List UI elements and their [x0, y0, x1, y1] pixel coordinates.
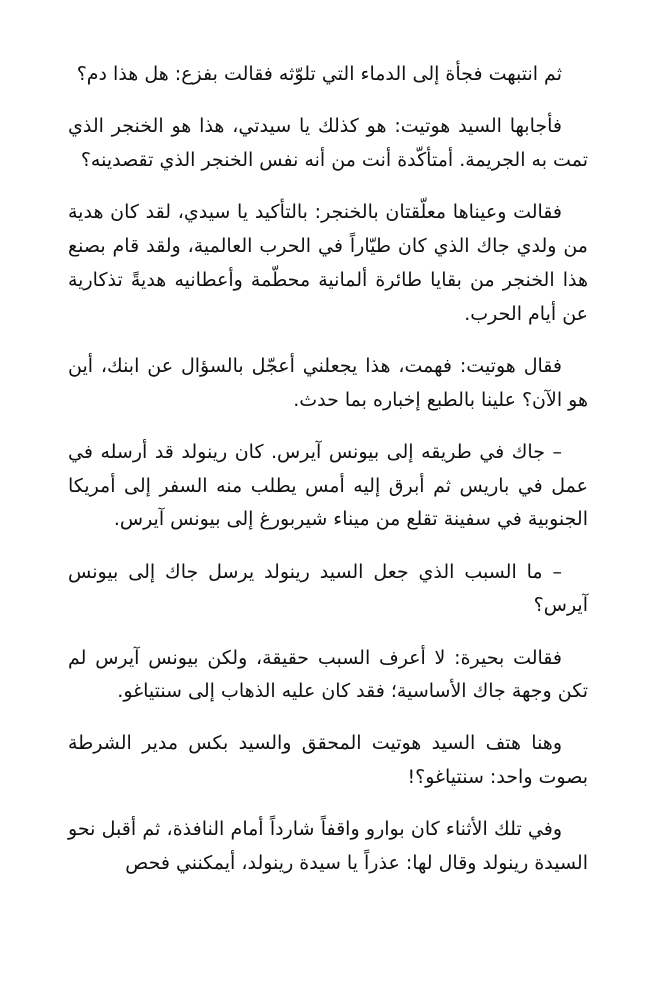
paragraph-9: وفي تلك الأثناء كان بوارو واقفاً شارداً أمام النافذة، ثم أقبل نحو السيدة رينولد وقال لها: عذراً يا سيدة رينولد، أيمكنني فحص: [68, 818, 588, 875]
paragraph-3: فقالت وعيناها معلّقتان بالخنجر: بالتأكيد يا سيدي، لقد كان هدية من ولدي جاك الذي كان طيّاراً في الحرب العالمية، ولقد قام بصنع هذا الخنجر من بقايا طائرة ألمانية محطّمة وأعطانيه هديةً تذكارية عن أيام الحرب.: [68, 201, 588, 325]
paragraph-2: فأجابها السيد هوتيت: هو كذلك يا سيدتي، هذا هو الخنجر الذي تمت به الجريمة. أمتأكّدة أنت من أنه نفس الخنجر الذي تقصدينه؟: [68, 115, 588, 171]
paragraph-4: فقال هوتيت: فهمت، هذا يجعلني أعجّل بالسؤال عن ابنك، أين هو الآن؟ علينا بالطبع إخباره بما حدث.: [68, 354, 588, 411]
paragraph-1: ثم انتبهت فجأة إلى الدماء التي تلوّثه فقالت بفزع: هل هذا دم؟: [76, 63, 562, 85]
paragraph-8: وهنا هتف السيد هوتيت المحقق والسيد بكس مدير الشرطة بصوت واحد: سنتياغو؟!: [68, 732, 588, 789]
paragraph-6: – ما السبب الذي جعل السيد رينولد يرسل جاك إلى بيونس آيرس؟: [68, 560, 588, 617]
paragraph-5: – جاك في طريقه إلى بيونس آيرس. كان رينولد قد أرسله في عمل في باريس ثم أبرق إليه أمس يطلب منه السفر إلى أمريكا الجنوبية في سفينة تقلع من ميناء شيربورغ إلى بيونس آيرس.: [68, 440, 588, 531]
document-page: [68, 58, 588, 881]
paragraph-7: فقالت بحيرة: لا أعرف السبب حقيقة، ولكن بيونس آيرس لم تكن وجهة جاك الأساسية؛ فقد كان عليه الذهاب إلى سنتياغو.: [68, 646, 588, 703]
